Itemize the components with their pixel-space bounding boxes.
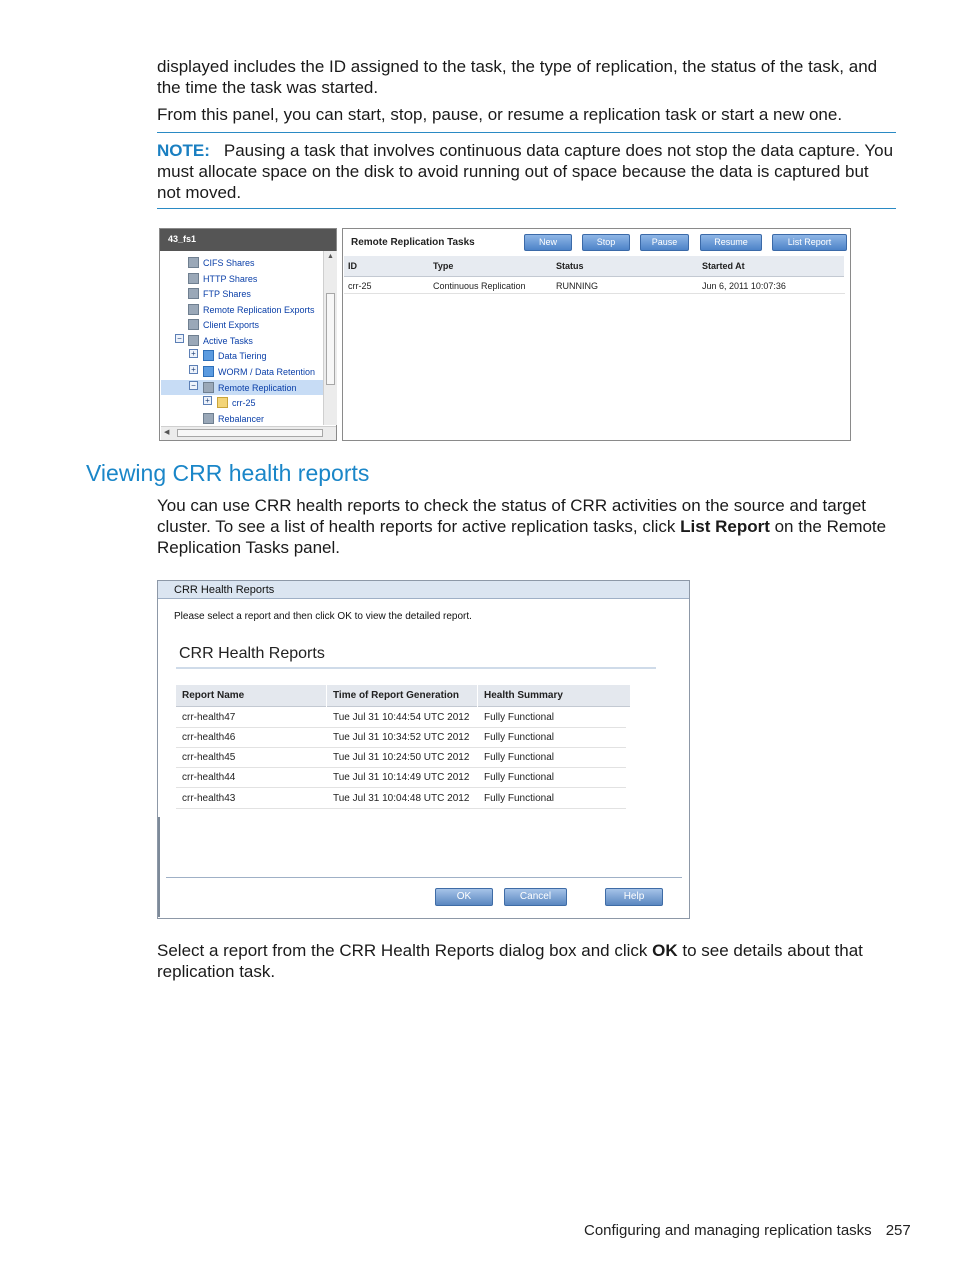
navigation-tree <box>159 228 337 441</box>
tree-item-label: FTP Shares <box>203 289 251 299</box>
tree-item-label: Active Tasks <box>203 336 253 346</box>
section-heading: Viewing CRR health reports <box>86 460 370 486</box>
stop-button[interactable]: Stop <box>582 234 630 251</box>
scroll-thumb[interactable] <box>177 429 323 437</box>
tree-item-label: Client Exports <box>203 320 260 330</box>
task-id-cell[interactable]: crr-25 <box>348 281 372 291</box>
tree-item-cifs-shares[interactable] <box>188 256 255 270</box>
tree-item-worm-data-retention[interactable] <box>203 365 315 379</box>
row-divider <box>176 767 626 768</box>
section-text: You can use CRR health reports to check the status of CRR activities on the source and target cluster. To see a list of health reports for active replication tasks, click <box>157 496 867 536</box>
share-icon <box>188 273 199 284</box>
button-separator <box>166 877 682 878</box>
tree-item-remote-replication-exports[interactable] <box>188 303 315 317</box>
pause-button[interactable]: Pause <box>640 234 689 251</box>
column-header-time[interactable]: Time of Report Generation <box>327 685 477 707</box>
task-type-cell[interactable]: Continuous Replication <box>433 281 526 291</box>
tree-item-label: CIFS Shares <box>203 258 255 268</box>
row-divider <box>176 747 626 748</box>
report-time-cell[interactable]: Tue Jul 31 10:14:49 UTC 2012 <box>333 772 470 783</box>
report-summary-cell[interactable]: Fully Functional <box>484 712 555 723</box>
report-name-cell[interactable]: crr-health43 <box>182 793 236 804</box>
panel-title: Remote Replication Tasks <box>351 237 475 248</box>
footer-title: Configuring and managing replication tasks <box>584 1222 872 1239</box>
report-name-cell[interactable]: crr-health44 <box>182 772 236 783</box>
note-text: Pausing a task that involves continuous data capture does not stop the data capture. You must allocate space on the disk to avoid running out of space because the data is captured but not moved. <box>157 141 894 202</box>
column-header-status[interactable]: Status <box>552 256 698 277</box>
note-bottom-rule <box>157 208 896 209</box>
tree-item-label: Data Tiering <box>218 351 267 361</box>
scroll-thumb[interactable] <box>326 293 335 385</box>
collapse-icon[interactable]: − <box>175 334 184 343</box>
remote-replication-screenshot <box>159 228 851 441</box>
expand-icon[interactable]: + <box>203 396 212 405</box>
closing-paragraph <box>157 940 897 982</box>
tree-item-label: WORM / Data Retention <box>218 367 316 377</box>
crr-health-reports-dialog <box>157 580 690 919</box>
tree-item-ftp-shares[interactable] <box>188 287 251 301</box>
note-top-rule <box>157 132 896 133</box>
cancel-button[interactable]: Cancel <box>504 888 567 906</box>
column-header-report-name[interactable]: Report Name <box>176 685 326 707</box>
folder-icon <box>217 397 228 408</box>
intro-paragraph-2: From this panel, you can start, stop, pause, or resume a replication task or start a new one. <box>157 105 843 124</box>
export-icon <box>188 304 199 315</box>
export-icon <box>188 319 199 330</box>
row-divider <box>344 293 845 294</box>
arrow-down-icon <box>203 366 214 377</box>
column-header-health-summary[interactable]: Health Summary <box>478 685 630 707</box>
tasks-icon <box>188 335 199 346</box>
replication-tasks-panel <box>342 228 851 441</box>
tree-item-rebalancer[interactable] <box>203 412 264 426</box>
report-time-cell[interactable]: Tue Jul 31 10:34:52 UTC 2012 <box>333 732 470 743</box>
share-icon <box>188 288 199 299</box>
page-footer <box>584 1222 911 1239</box>
replication-icon <box>203 382 214 393</box>
task-started-cell[interactable]: Jun 6, 2011 10:07:36 <box>702 281 786 291</box>
row-divider <box>176 808 626 809</box>
help-button[interactable]: Help <box>605 888 663 906</box>
report-name-cell[interactable]: crr-health45 <box>182 752 236 763</box>
arrow-right-icon <box>203 350 214 361</box>
dialog-title: CRR Health Reports <box>158 581 689 599</box>
dialog-edge <box>158 817 160 917</box>
report-name-cell[interactable]: crr-health47 <box>182 712 236 723</box>
intro-paragraph: displayed includes the ID assigned to the task, the type of replication, the status of the task, and the time the task was started. <box>157 57 878 97</box>
tree-item-label: Remote Replication <box>218 383 297 393</box>
heading-underline <box>176 667 656 669</box>
report-summary-cell[interactable]: Fully Functional <box>484 793 555 804</box>
closing-text: Select a report from the CRR Health Reports dialog box and click <box>157 941 653 960</box>
expand-icon[interactable]: + <box>189 349 198 358</box>
rebalancer-icon <box>203 413 214 424</box>
page-number: 257 <box>885 1222 911 1239</box>
report-summary-cell[interactable]: Fully Functional <box>484 752 555 763</box>
dialog-instruction: Please select a report and then click OK to view the detailed report. <box>174 611 472 622</box>
ok-button[interactable]: OK <box>435 888 493 906</box>
resume-button[interactable]: Resume <box>700 234 762 251</box>
section-paragraph <box>157 495 897 558</box>
tree-item-http-shares[interactable] <box>188 272 257 286</box>
tree-item-remote-replication[interactable] <box>203 381 297 395</box>
dialog-heading: CRR Health Reports <box>179 645 325 662</box>
ok-emphasis: OK <box>652 941 678 960</box>
section-text-end: on the Remote Replication Tasks panel. <box>157 517 887 557</box>
row-divider <box>176 787 626 788</box>
tree-item-data-tiering[interactable] <box>203 349 267 363</box>
column-header-type[interactable]: Type <box>429 256 554 277</box>
note-label: NOTE: <box>157 141 210 160</box>
note <box>157 140 896 203</box>
new-button[interactable]: New <box>524 234 572 251</box>
tree-item-label: crr-25 <box>232 398 256 408</box>
report-summary-cell[interactable]: Fully Functional <box>484 732 555 743</box>
tree-item-active-tasks[interactable] <box>188 334 253 348</box>
vertical-scrollbar[interactable] <box>323 251 337 425</box>
tree-item-client-exports[interactable] <box>188 318 259 332</box>
scroll-up-icon[interactable]: ▲ <box>327 253 334 260</box>
tree-item-label: Rebalancer <box>218 414 265 424</box>
column-header-started-at[interactable]: Started At <box>698 256 844 277</box>
task-status-cell[interactable]: RUNNING <box>556 281 598 291</box>
tree-item-label: HTTP Shares <box>203 274 258 284</box>
tree-item-label: Remote Replication Exports <box>203 305 315 315</box>
tree-item-crr-25[interactable] <box>217 396 256 410</box>
list-report-button[interactable]: List Report <box>772 234 847 251</box>
column-header-id[interactable]: ID <box>344 256 432 277</box>
collapse-icon[interactable]: − <box>189 381 198 390</box>
row-divider <box>176 727 626 728</box>
report-time-cell[interactable]: Tue Jul 31 10:04:48 UTC 2012 <box>333 793 470 804</box>
report-time-cell[interactable]: Tue Jul 31 10:44:54 UTC 2012 <box>333 712 470 723</box>
closing-text-end: to see details about that replication task. <box>157 941 863 981</box>
report-summary-cell[interactable]: Fully Functional <box>484 772 555 783</box>
list-report-emphasis: List Report <box>680 517 770 536</box>
share-icon <box>188 257 199 268</box>
horizontal-scrollbar[interactable] <box>161 426 336 440</box>
tree-title: 43_fs1 <box>160 229 336 251</box>
report-time-cell[interactable]: Tue Jul 31 10:24:50 UTC 2012 <box>333 752 470 763</box>
expand-icon[interactable]: + <box>189 365 198 374</box>
report-name-cell[interactable]: crr-health46 <box>182 732 236 743</box>
scroll-left-icon[interactable]: ◀ <box>164 429 170 436</box>
